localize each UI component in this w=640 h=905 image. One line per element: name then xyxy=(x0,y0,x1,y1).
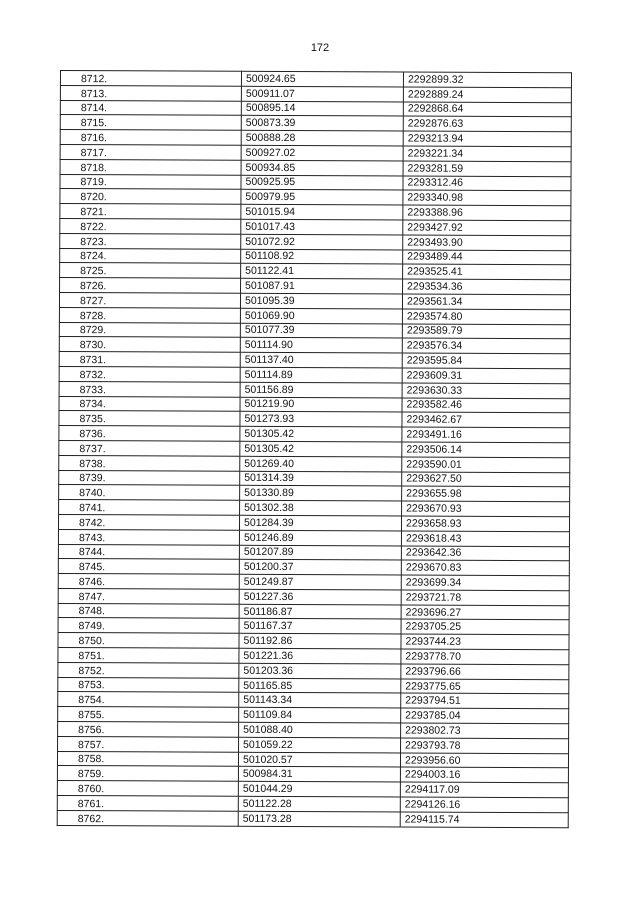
coordinate-table-body xyxy=(57,71,571,828)
x-coordinate-cell: 501109.84 xyxy=(239,708,401,724)
page-number: 172 xyxy=(310,42,330,54)
point-number-cell: 8734. xyxy=(59,396,240,412)
point-number-cell: 8757. xyxy=(58,736,239,752)
table-row xyxy=(57,810,568,827)
y-coordinate-cell: 2292876.63 xyxy=(403,116,571,132)
x-coordinate-cell: 501095.39 xyxy=(240,293,402,309)
y-coordinate-cell: 2293744.23 xyxy=(401,634,569,650)
y-coordinate-cell: 2293213.94 xyxy=(403,131,571,147)
y-coordinate-cell: 2293312.46 xyxy=(403,176,571,192)
y-coordinate-cell: 2293574.80 xyxy=(402,309,570,325)
y-coordinate-cell: 2293699.34 xyxy=(401,575,569,591)
point-number-cell: 8720. xyxy=(60,189,241,205)
point-number-cell: 8714. xyxy=(60,100,241,116)
x-coordinate-cell: 501330.89 xyxy=(240,486,402,502)
point-number-cell: 8736. xyxy=(59,426,240,442)
x-coordinate-cell: 501114.89 xyxy=(240,367,402,383)
x-coordinate-cell: 501108.92 xyxy=(241,249,403,265)
y-coordinate-cell: 2293582.46 xyxy=(402,398,570,414)
x-coordinate-cell: 500979.95 xyxy=(241,190,403,206)
x-coordinate-cell: 501156.89 xyxy=(240,382,402,398)
x-coordinate-cell: 501173.28 xyxy=(238,811,400,827)
x-coordinate-cell: 501192.86 xyxy=(239,634,401,650)
x-coordinate-cell: 500984.31 xyxy=(238,767,400,783)
point-number-cell: 8721. xyxy=(60,204,241,220)
y-coordinate-cell: 2294126.16 xyxy=(400,797,568,813)
y-coordinate-cell: 2293462.67 xyxy=(402,412,570,428)
point-number-cell: 8756. xyxy=(58,722,239,738)
x-coordinate-cell: 501143.34 xyxy=(239,693,401,709)
x-coordinate-cell: 501200.37 xyxy=(239,560,401,576)
x-coordinate-cell: 501302.38 xyxy=(240,500,402,516)
y-coordinate-cell: 2293589.79 xyxy=(402,324,570,340)
x-coordinate-cell: 501122.28 xyxy=(238,796,400,812)
y-coordinate-cell: 2292899.32 xyxy=(403,72,571,88)
y-coordinate-cell: 2293506.14 xyxy=(402,442,570,458)
x-coordinate-cell: 500927.02 xyxy=(241,145,403,161)
y-coordinate-cell: 2293491.16 xyxy=(402,427,570,443)
x-coordinate-cell: 500934.85 xyxy=(241,160,403,176)
y-coordinate-cell: 2293696.27 xyxy=(401,605,569,621)
y-coordinate-cell: 2293561.34 xyxy=(402,294,570,310)
point-number-cell: 8731. xyxy=(59,352,240,368)
x-coordinate-cell: 501305.42 xyxy=(240,426,402,442)
y-coordinate-cell: 2293630.33 xyxy=(402,383,570,399)
point-number-cell: 8744. xyxy=(58,544,239,560)
point-number-cell: 8730. xyxy=(59,337,240,353)
point-number-cell: 8758. xyxy=(57,751,238,767)
point-number-cell: 8740. xyxy=(59,485,240,501)
x-coordinate-cell: 501249.87 xyxy=(239,574,401,590)
point-number-cell: 8718. xyxy=(60,159,241,175)
y-coordinate-cell: 2293590.01 xyxy=(402,457,570,473)
y-coordinate-cell: 2293534.36 xyxy=(403,279,571,295)
point-number-cell: 8760. xyxy=(57,781,238,797)
y-coordinate-cell: 2293493.90 xyxy=(403,235,571,251)
point-number-cell: 8751. xyxy=(58,648,239,664)
y-coordinate-cell: 2294003.16 xyxy=(400,767,568,783)
y-coordinate-cell: 2292868.64 xyxy=(403,102,571,118)
y-coordinate-cell: 2293642.36 xyxy=(401,545,569,561)
point-number-cell: 8749. xyxy=(58,618,239,634)
x-coordinate-cell: 501087.91 xyxy=(241,278,403,294)
point-number-cell: 8726. xyxy=(60,278,241,294)
x-coordinate-cell: 501044.29 xyxy=(238,782,400,798)
x-coordinate-cell: 501020.57 xyxy=(238,752,400,768)
y-coordinate-cell: 2293956.60 xyxy=(400,753,568,769)
y-coordinate-cell: 2293427.92 xyxy=(403,220,571,236)
y-coordinate-cell: 2293595.84 xyxy=(402,353,570,369)
y-coordinate-cell: 2293721.78 xyxy=(401,590,569,606)
point-number-cell: 8738. xyxy=(59,455,240,471)
x-coordinate-cell: 501165.85 xyxy=(239,678,401,694)
x-coordinate-cell: 500925.95 xyxy=(241,175,403,191)
point-number-cell: 8733. xyxy=(59,381,240,397)
point-number-cell: 8715. xyxy=(60,115,241,131)
x-coordinate-cell: 501273.93 xyxy=(240,412,402,428)
x-coordinate-cell: 500888.28 xyxy=(241,130,403,146)
y-coordinate-cell: 2293793.78 xyxy=(401,738,569,754)
x-coordinate-cell: 501069.90 xyxy=(240,308,402,324)
y-coordinate-cell: 2293802.73 xyxy=(401,723,569,739)
y-coordinate-cell: 2293618.43 xyxy=(401,531,569,547)
x-coordinate-cell: 501114.90 xyxy=(240,338,402,354)
y-coordinate-cell: 2293525.41 xyxy=(403,264,571,280)
point-number-cell: 8743. xyxy=(58,529,239,545)
x-coordinate-cell: 501269.40 xyxy=(240,456,402,472)
x-coordinate-cell: 501088.40 xyxy=(239,722,401,738)
y-coordinate-cell: 2293775.65 xyxy=(401,679,569,695)
x-coordinate-cell: 501077.39 xyxy=(240,323,402,339)
x-coordinate-cell: 501203.36 xyxy=(239,663,401,679)
y-coordinate-cell: 2293340.98 xyxy=(403,190,571,206)
point-number-cell: 8753. xyxy=(58,677,239,693)
x-coordinate-cell: 501221.36 xyxy=(239,648,401,664)
point-number-cell: 8717. xyxy=(60,144,241,160)
y-coordinate-cell: 2293670.93 xyxy=(402,501,570,517)
point-number-cell: 8750. xyxy=(58,633,239,649)
x-coordinate-cell: 501015.94 xyxy=(241,204,403,220)
y-coordinate-cell: 2293489.44 xyxy=(403,250,571,266)
y-coordinate-cell: 2293609.31 xyxy=(402,368,570,384)
x-coordinate-cell: 501246.89 xyxy=(239,530,401,546)
y-coordinate-cell: 2293655.98 xyxy=(402,486,570,502)
y-coordinate-cell: 2294117.09 xyxy=(400,782,568,798)
point-number-cell: 8713. xyxy=(60,85,241,101)
y-coordinate-cell: 2293785.04 xyxy=(401,708,569,724)
coordinate-table xyxy=(57,70,572,828)
point-number-cell: 8746. xyxy=(58,574,239,590)
point-number-cell: 8754. xyxy=(58,692,239,708)
x-coordinate-cell: 500895.14 xyxy=(241,101,403,117)
x-coordinate-cell: 501227.36 xyxy=(239,589,401,605)
point-number-cell: 8747. xyxy=(58,588,239,604)
y-coordinate-cell: 2292889.24 xyxy=(403,87,571,103)
point-number-cell: 8735. xyxy=(59,411,240,427)
point-number-cell: 8737. xyxy=(59,440,240,456)
x-coordinate-cell: 501072.92 xyxy=(241,234,403,250)
point-number-cell: 8759. xyxy=(57,766,238,782)
y-coordinate-cell: 2293221.34 xyxy=(403,146,571,162)
point-number-cell: 8748. xyxy=(58,603,239,619)
point-number-cell: 8719. xyxy=(60,174,241,190)
point-number-cell: 8761. xyxy=(57,796,238,812)
point-number-cell: 8762. xyxy=(57,810,238,826)
x-coordinate-cell: 501186.87 xyxy=(239,604,401,620)
x-coordinate-cell: 501059.22 xyxy=(239,737,401,753)
x-coordinate-cell: 500924.65 xyxy=(241,71,403,87)
x-coordinate-cell: 501137.40 xyxy=(240,352,402,368)
x-coordinate-cell: 500911.07 xyxy=(241,86,403,102)
point-number-cell: 8752. xyxy=(58,662,239,678)
x-coordinate-cell: 501017.43 xyxy=(241,219,403,235)
point-number-cell: 8723. xyxy=(60,233,241,249)
point-number-cell: 8732. xyxy=(59,366,240,382)
x-coordinate-cell: 501219.90 xyxy=(240,397,402,413)
y-coordinate-cell: 2293670.83 xyxy=(401,560,569,576)
x-coordinate-cell: 501314.39 xyxy=(240,471,402,487)
point-number-cell: 8755. xyxy=(58,707,239,723)
point-number-cell: 8727. xyxy=(59,292,240,308)
y-coordinate-cell: 2294115.74 xyxy=(400,812,568,828)
y-coordinate-cell: 2293281.59 xyxy=(403,161,571,177)
point-number-cell: 8745. xyxy=(58,559,239,575)
y-coordinate-cell: 2293705.25 xyxy=(401,619,569,635)
y-coordinate-cell: 2293796.66 xyxy=(401,664,569,680)
point-number-cell: 8729. xyxy=(59,322,240,338)
y-coordinate-cell: 2293778.70 xyxy=(401,649,569,665)
x-coordinate-cell: 501122.41 xyxy=(241,264,403,280)
y-coordinate-cell: 2293794.51 xyxy=(401,693,569,709)
point-number-cell: 8725. xyxy=(60,263,241,279)
point-number-cell: 8722. xyxy=(60,218,241,234)
x-coordinate-cell: 500873.39 xyxy=(241,116,403,132)
y-coordinate-cell: 2293658.93 xyxy=(401,516,569,532)
point-number-cell: 8742. xyxy=(58,514,239,530)
y-coordinate-cell: 2293576.34 xyxy=(402,338,570,354)
x-coordinate-cell: 501167.37 xyxy=(239,619,401,635)
point-number-cell: 8712. xyxy=(60,71,241,87)
point-number-cell: 8739. xyxy=(59,470,240,486)
point-number-cell: 8728. xyxy=(59,307,240,323)
y-coordinate-cell: 2293627.50 xyxy=(402,472,570,488)
x-coordinate-cell: 501207.89 xyxy=(239,545,401,561)
x-coordinate-cell: 501305.42 xyxy=(240,441,402,457)
point-number-cell: 8716. xyxy=(60,130,241,146)
point-number-cell: 8741. xyxy=(59,500,240,516)
x-coordinate-cell: 501284.39 xyxy=(239,515,401,531)
point-number-cell: 8724. xyxy=(60,248,241,264)
y-coordinate-cell: 2293388.96 xyxy=(403,205,571,221)
